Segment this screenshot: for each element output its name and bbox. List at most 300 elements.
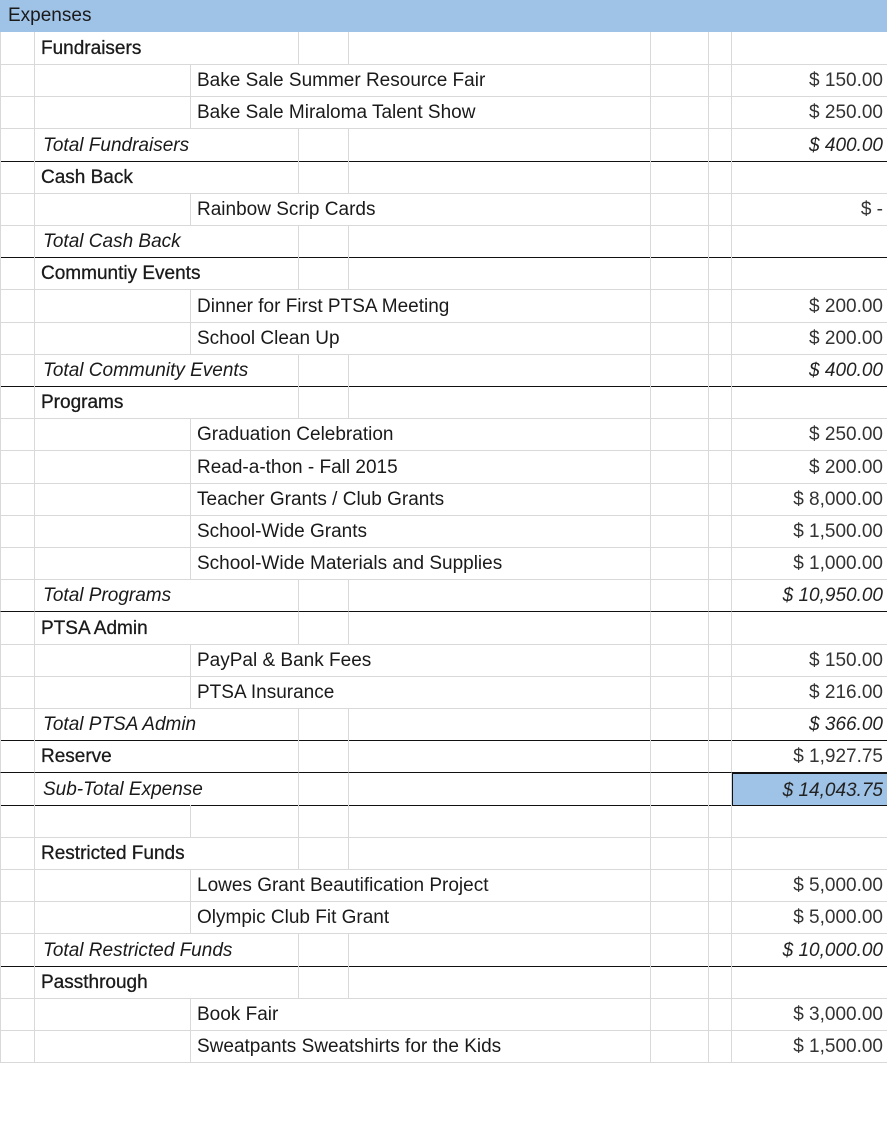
grid-cell[interactable] <box>349 579 651 612</box>
grid-cell[interactable] <box>732 193 887 226</box>
reserve-label: Reserve <box>41 746 112 768</box>
line-item-row <box>0 547 887 580</box>
grid-cell[interactable] <box>0 225 35 258</box>
line-item-row <box>0 96 887 129</box>
grid-cell[interactable] <box>349 32 651 65</box>
category-header-row <box>0 386 887 419</box>
category-label: Cash Back <box>41 166 133 188</box>
category-header-row <box>0 837 887 870</box>
grid-cell[interactable] <box>651 96 709 129</box>
grid-cell[interactable] <box>651 547 709 580</box>
amount-value: $ 5,000.00 <box>793 875 883 897</box>
grid-cell[interactable] <box>349 773 651 806</box>
grid-cell[interactable] <box>709 547 732 580</box>
grid-cell[interactable] <box>709 998 732 1031</box>
grid-cell[interactable] <box>0 322 35 355</box>
grid-cell[interactable] <box>709 129 732 162</box>
grid-cell[interactable] <box>732 515 887 548</box>
grid-cell[interactable] <box>0 837 35 870</box>
grid-cell[interactable] <box>191 257 299 290</box>
grid-cell[interactable] <box>709 225 732 258</box>
grid-cell[interactable] <box>349 257 651 290</box>
grid-cell[interactable] <box>191 354 299 387</box>
grid-cell[interactable] <box>0 193 35 226</box>
grid-cell[interactable] <box>732 773 887 806</box>
amount-value: $ 250.00 <box>809 424 883 446</box>
grid-cell[interactable] <box>709 901 732 934</box>
grid-cell[interactable] <box>732 1030 887 1063</box>
grid-cell[interactable] <box>709 837 732 870</box>
grid-cell[interactable] <box>709 64 732 97</box>
grid-cell[interactable] <box>709 451 732 484</box>
grid-cell[interactable] <box>709 773 732 806</box>
grid-cell[interactable] <box>732 418 887 451</box>
grid-cell[interactable] <box>732 547 887 580</box>
grid-cell[interactable] <box>651 290 709 323</box>
grid-cell[interactable] <box>651 934 709 967</box>
item-label: School-Wide Materials and Supplies <box>197 553 503 575</box>
grid-cell[interactable] <box>35 354 249 387</box>
grid-cell[interactable] <box>0 129 35 162</box>
grid-cell[interactable] <box>732 483 887 516</box>
subtotal-row <box>0 773 887 806</box>
grid-cell[interactable] <box>35 676 191 709</box>
grid-cell[interactable] <box>35 418 191 451</box>
grid-cell[interactable] <box>651 612 709 645</box>
category-header-row <box>0 612 887 645</box>
item-label: School Clean Up <box>197 327 340 349</box>
grid-cell[interactable] <box>349 386 651 419</box>
grid-cell[interactable] <box>35 483 191 516</box>
item-label: PayPal & Bank Fees <box>197 649 372 671</box>
grid-cell[interactable] <box>651 869 709 902</box>
grid-cell[interactable] <box>651 966 709 999</box>
category-total-row <box>0 354 887 387</box>
grid-cell[interactable] <box>191 612 299 645</box>
category-label: Fundraisers <box>41 38 142 59</box>
item-label: Sweatpants Sweatshirts for the Kids <box>197 1036 502 1058</box>
grid-cell[interactable] <box>35 290 191 323</box>
grid-cell[interactable] <box>349 676 651 709</box>
grid-cell[interactable] <box>35 612 191 645</box>
grid-cell[interactable] <box>35 708 197 741</box>
grid-cell[interactable] <box>651 161 709 194</box>
grid-cell[interactable] <box>191 32 299 65</box>
grid-cell[interactable] <box>35 1030 191 1063</box>
grid-cell[interactable] <box>299 740 349 773</box>
grid-cell[interactable] <box>732 869 887 902</box>
grid-cell[interactable] <box>0 644 35 677</box>
item-label: PTSA Insurance <box>197 682 335 703</box>
grid-cell[interactable] <box>35 644 191 677</box>
grid-cell[interactable] <box>35 451 191 484</box>
category-label: Passthrough <box>41 971 148 993</box>
grid-cell[interactable] <box>709 1030 732 1063</box>
category-total-row <box>0 129 887 162</box>
total-label: Total Restricted Funds <box>43 939 233 961</box>
grid-cell[interactable] <box>0 612 35 645</box>
category-header-row <box>0 161 887 194</box>
grid-cell[interactable] <box>0 934 35 967</box>
grid-cell[interactable] <box>709 322 732 355</box>
grid-cell[interactable] <box>299 225 349 258</box>
grid-cell[interactable] <box>191 773 299 806</box>
grid-cell[interactable] <box>732 740 887 773</box>
line-item-row <box>0 290 887 323</box>
grid-cell[interactable] <box>299 998 349 1031</box>
grid-cell[interactable] <box>35 161 191 194</box>
grid-cell[interactable] <box>651 901 709 934</box>
grid-cell[interactable] <box>709 708 732 741</box>
grid-cell[interactable] <box>732 934 887 967</box>
grid-cell[interactable] <box>0 96 35 129</box>
grid-cell[interactable] <box>191 225 299 258</box>
grid-cell[interactable] <box>0 805 35 838</box>
line-item-row <box>0 451 887 484</box>
grid-cell[interactable] <box>732 64 887 97</box>
grid-cell[interactable] <box>299 32 349 65</box>
grid-cell[interactable] <box>35 257 201 290</box>
grid-cell[interactable] <box>191 129 299 162</box>
grid-cell[interactable] <box>191 805 299 838</box>
line-item-row <box>0 644 887 677</box>
grid-cell[interactable] <box>0 354 35 387</box>
grid-cell[interactable] <box>35 322 191 355</box>
grid-cell[interactable] <box>299 161 349 194</box>
grid-cell[interactable] <box>709 515 732 548</box>
grid-cell[interactable] <box>191 579 299 612</box>
grid-cell[interactable] <box>732 322 887 355</box>
grid-cell[interactable] <box>299 773 349 806</box>
item-label: Bake Sale Miraloma Talent Show <box>197 102 476 124</box>
category-header-row <box>0 966 887 999</box>
grid-cell[interactable] <box>35 934 233 967</box>
grid-cell[interactable] <box>0 290 35 323</box>
grid-cell[interactable] <box>191 386 299 419</box>
grid-cell[interactable] <box>0 515 35 548</box>
grid-cell[interactable] <box>732 998 887 1031</box>
grid-cell[interactable] <box>349 998 651 1031</box>
grid-cell[interactable] <box>349 708 651 741</box>
grid-cell[interactable] <box>299 612 349 645</box>
item-label: Lowes Grant Beautification Project <box>197 875 489 897</box>
amount-value: $ 5,000.00 <box>793 907 883 929</box>
line-item-row <box>0 64 887 97</box>
grid-cell[interactable] <box>0 483 35 516</box>
grid-cell[interactable] <box>732 354 887 387</box>
line-item-row <box>0 193 887 226</box>
total-label: Sub-Total Expense <box>43 778 203 800</box>
total-label: Total Cash Back <box>43 231 181 253</box>
grid-cell[interactable] <box>0 257 35 290</box>
grid-cell[interactable] <box>299 708 349 741</box>
grid-cell[interactable] <box>35 129 191 162</box>
grid-cell[interactable] <box>709 740 732 773</box>
item-label: Dinner for First PTSA Meeting <box>197 295 450 317</box>
grid-cell[interactable] <box>349 193 651 226</box>
grid-cell[interactable] <box>349 612 651 645</box>
grid-cell[interactable] <box>732 579 887 612</box>
grid-cell[interactable] <box>0 1030 35 1063</box>
category-total-row <box>0 225 887 258</box>
grid-cell[interactable] <box>35 773 203 806</box>
grid-cell[interactable] <box>35 547 191 580</box>
grid-cell[interactable] <box>709 966 732 999</box>
grid-cell[interactable] <box>35 966 191 999</box>
grid-cell[interactable] <box>709 869 732 902</box>
grid-cell[interactable] <box>732 805 887 838</box>
amount-value: $ 14,043.75 <box>782 779 883 801</box>
grid-cell[interactable] <box>349 225 651 258</box>
item-label: Bake Sale Summer Resource Fair <box>197 70 486 92</box>
grid-cell[interactable] <box>732 290 887 323</box>
grid-cell[interactable] <box>709 644 732 677</box>
category-label: Programs <box>41 392 124 414</box>
grid-cell[interactable] <box>651 257 709 290</box>
grid-cell[interactable] <box>709 193 732 226</box>
grid-cell[interactable] <box>35 386 191 419</box>
grid-cell[interactable] <box>191 740 299 773</box>
amount-value: $ 366.00 <box>809 714 883 736</box>
amount-value: $ 200.00 <box>809 327 883 349</box>
grid-cell[interactable] <box>35 901 191 934</box>
total-label: Total Fundraisers <box>43 134 190 156</box>
grid-cell[interactable] <box>299 386 349 419</box>
grid-cell[interactable] <box>191 966 299 999</box>
grid-cell[interactable] <box>35 740 191 773</box>
grid-cell[interactable] <box>349 322 651 355</box>
grid-cell[interactable] <box>651 644 709 677</box>
category-total-row <box>0 708 887 741</box>
amount-value: $ 150.00 <box>809 70 883 92</box>
grid-cell[interactable] <box>349 354 651 387</box>
line-item-row <box>0 998 887 1031</box>
grid-cell[interactable] <box>35 225 191 258</box>
grid-cell[interactable] <box>651 1030 709 1063</box>
grid-cell[interactable] <box>651 676 709 709</box>
amount-value: $ 8,000.00 <box>793 488 883 510</box>
grid-cell[interactable] <box>732 837 887 870</box>
grid-cell[interactable] <box>732 708 887 741</box>
category-total-row <box>0 934 887 967</box>
grid-cell[interactable] <box>732 451 887 484</box>
grid-cell[interactable] <box>732 129 887 162</box>
amount-value: $ 200.00 <box>809 456 883 478</box>
grid-cell[interactable] <box>349 901 651 934</box>
grid-cell[interactable] <box>0 32 35 65</box>
amount-value: $ 150.00 <box>809 649 883 671</box>
amount-value: $ - <box>860 199 883 220</box>
item-label: Graduation Celebration <box>197 424 394 446</box>
grid-cell[interactable] <box>709 676 732 709</box>
amount-value: $ 10,950.00 <box>782 585 883 607</box>
grid-cell[interactable] <box>349 161 651 194</box>
grid-cell[interactable] <box>709 257 732 290</box>
grid-cell[interactable] <box>651 837 709 870</box>
grid-cell[interactable] <box>35 193 191 226</box>
grid-cell[interactable] <box>349 934 651 967</box>
grid-cell[interactable] <box>35 64 191 97</box>
amount-value: $ 10,000.00 <box>782 939 883 961</box>
grid-cell[interactable] <box>709 418 732 451</box>
grid-cell[interactable] <box>349 966 651 999</box>
grid-cell[interactable] <box>651 64 709 97</box>
grid-cell[interactable] <box>709 161 732 194</box>
grid-cell[interactable] <box>35 32 191 65</box>
item-label: Olympic Club Fit Grant <box>197 907 390 929</box>
grid-cell[interactable] <box>0 386 35 419</box>
amount-value: $ 3,000.00 <box>793 1004 883 1025</box>
grid-cell[interactable] <box>732 386 887 419</box>
amount-value: $ 1,500.00 <box>793 1036 883 1058</box>
grid-cell[interactable] <box>299 354 349 387</box>
grid-cell[interactable] <box>651 515 709 548</box>
grid-cell[interactable] <box>191 708 299 741</box>
amount-value: $ 250.00 <box>809 102 883 124</box>
grid-cell[interactable] <box>0 676 35 709</box>
grid-cell[interactable] <box>709 934 732 967</box>
amount-value: $ 400.00 <box>809 134 883 156</box>
category-label: PTSA Admin <box>41 617 148 639</box>
grid-cell[interactable] <box>651 579 709 612</box>
grid-cell[interactable] <box>0 773 35 806</box>
item-label: Rainbow Scrip Cards <box>197 199 376 220</box>
item-label: Book Fair <box>197 1004 279 1025</box>
grid-cell[interactable] <box>0 966 35 999</box>
grid-cell[interactable] <box>0 708 35 741</box>
grid-cell[interactable] <box>732 612 887 645</box>
grid-cell[interactable] <box>35 96 191 129</box>
grid-cell[interactable] <box>732 32 887 65</box>
line-item-row <box>0 418 887 451</box>
grid-cell[interactable] <box>651 322 709 355</box>
grid-cell[interactable] <box>709 386 732 419</box>
grid-cell[interactable] <box>732 676 887 709</box>
grid-cell[interactable] <box>651 805 709 838</box>
grid-cell[interactable] <box>191 161 299 194</box>
item-label: Read-a-thon - Fall 2015 <box>197 456 398 478</box>
grid-cell[interactable] <box>299 805 349 838</box>
grid-cell[interactable] <box>651 451 709 484</box>
grid-cell[interactable] <box>732 225 887 258</box>
grid-cell[interactable] <box>0 547 35 580</box>
amount-value: $ 216.00 <box>809 682 883 703</box>
grid-cell[interactable] <box>299 257 349 290</box>
grid-cell[interactable] <box>0 901 35 934</box>
line-item-row <box>0 901 887 934</box>
category-label: Restricted Funds <box>41 843 185 864</box>
grid-cell[interactable] <box>709 612 732 645</box>
grid-cell[interactable] <box>709 483 732 516</box>
grid-cell[interactable] <box>35 998 191 1031</box>
line-item-row <box>0 676 887 709</box>
grid-cell[interactable] <box>349 129 651 162</box>
grid-cell[interactable] <box>349 644 651 677</box>
item-label: Teacher Grants / Club Grants <box>197 488 445 510</box>
grid-cell[interactable] <box>349 418 651 451</box>
category-label: Communtiy Events <box>41 263 201 285</box>
expenses-header[interactable]: Expenses <box>0 0 887 32</box>
line-item-row <box>0 869 887 902</box>
line-item-row <box>0 515 887 548</box>
amount-value: $ 1,500.00 <box>793 521 883 542</box>
blank-row <box>0 805 887 838</box>
grid-cell[interactable] <box>651 708 709 741</box>
grid-cell[interactable] <box>651 225 709 258</box>
grid-cell[interactable] <box>35 579 191 612</box>
category-header-row <box>0 32 887 65</box>
grid-cell[interactable] <box>35 515 191 548</box>
grid-cell[interactable] <box>0 418 35 451</box>
grid-cell[interactable] <box>709 354 732 387</box>
grid-cell[interactable] <box>651 773 709 806</box>
grid-cell[interactable] <box>0 740 35 773</box>
grid-cell[interactable] <box>35 805 191 838</box>
grid-cell[interactable] <box>732 644 887 677</box>
grid-cell[interactable] <box>299 837 349 870</box>
grid-cell[interactable] <box>349 837 651 870</box>
grid-cell[interactable] <box>651 32 709 65</box>
grid-cell[interactable] <box>35 837 191 870</box>
amount-value: $ 1,927.75 <box>793 746 883 768</box>
line-item-row <box>0 322 887 355</box>
amount-value: $ 200.00 <box>809 295 883 317</box>
grid-cell[interactable] <box>732 966 887 999</box>
grid-cell[interactable] <box>709 579 732 612</box>
grid-cell[interactable] <box>0 64 35 97</box>
grid-cell[interactable] <box>651 998 709 1031</box>
total-label: Total Community Events <box>43 360 249 381</box>
grid-cell[interactable] <box>299 966 349 999</box>
grid-cell[interactable] <box>0 869 35 902</box>
grid-cell[interactable] <box>651 386 709 419</box>
amount-value: $ 1,000.00 <box>793 553 883 575</box>
grid-cell[interactable] <box>349 515 651 548</box>
grid-cell[interactable] <box>0 579 35 612</box>
total-label: Total Programs <box>43 585 172 607</box>
grid-cell[interactable] <box>732 257 887 290</box>
grid-cell[interactable] <box>0 451 35 484</box>
grid-cell[interactable] <box>732 901 887 934</box>
grid-cell[interactable] <box>709 290 732 323</box>
line-item-row <box>0 483 887 516</box>
grid-cell[interactable] <box>0 161 35 194</box>
grid-cell[interactable] <box>651 129 709 162</box>
grid-cell[interactable] <box>732 161 887 194</box>
grid-cell[interactable] <box>651 483 709 516</box>
total-label: Total PTSA Admin <box>43 714 197 736</box>
grid-cell[interactable] <box>732 96 887 129</box>
grid-cell[interactable] <box>709 32 732 65</box>
grid-cell[interactable] <box>349 805 651 838</box>
grid-cell[interactable] <box>709 805 732 838</box>
grid-cell[interactable] <box>651 354 709 387</box>
grid-cell[interactable] <box>191 837 299 870</box>
grid-cell[interactable] <box>35 869 191 902</box>
grid-cell[interactable] <box>0 998 35 1031</box>
category-header-row <box>0 257 887 290</box>
grid-cell[interactable] <box>709 96 732 129</box>
grid-cell[interactable] <box>651 418 709 451</box>
grid-cell[interactable] <box>191 934 299 967</box>
grid-cell[interactable] <box>299 579 349 612</box>
grid-cell[interactable] <box>651 193 709 226</box>
grid-cell[interactable] <box>299 934 349 967</box>
item-label: School-Wide Grants <box>197 521 368 542</box>
grid-cell[interactable] <box>349 740 651 773</box>
grid-cell[interactable] <box>651 740 709 773</box>
grid-cell[interactable] <box>299 129 349 162</box>
